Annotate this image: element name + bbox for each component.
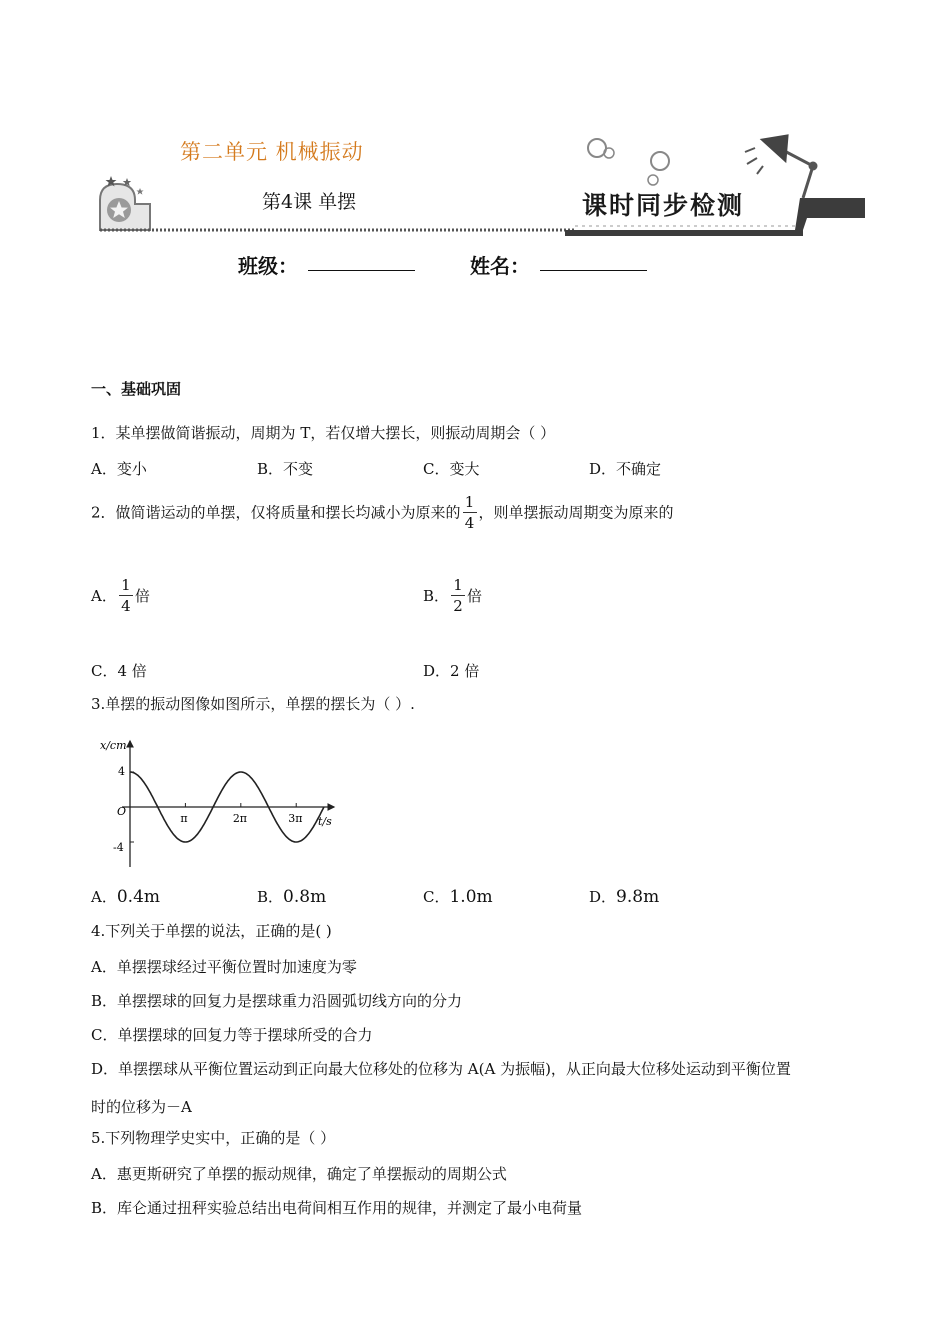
option-unit: 倍	[134, 587, 150, 605]
question-2-option-b[interactable]	[423, 577, 482, 614]
option-value: 9.8m	[616, 887, 660, 907]
name-label: 姓名：	[470, 254, 530, 278]
question-2-option-a[interactable]	[91, 577, 150, 614]
section-title: 一、基础巩固	[91, 380, 182, 398]
question-4-option-d-line2: 时的位移为－A	[91, 1098, 192, 1116]
option-letter: A．	[91, 587, 117, 605]
option-letter: B．	[257, 888, 284, 906]
y-axis-label: x/cm	[100, 739, 127, 752]
question-4-stem: 4.下列关于单摆的说法，正确的是( )	[91, 922, 332, 940]
fraction-one-quarter	[119, 577, 133, 614]
class-label: 班级：	[238, 254, 298, 278]
question-3-option-a[interactable]	[91, 886, 160, 907]
name-field[interactable]	[540, 270, 647, 271]
option-value: 1.0m	[449, 887, 493, 907]
option-letter: D．	[589, 888, 617, 906]
option-value: 0.8m	[283, 887, 327, 907]
question-4-option-b[interactable]: B．单摆摆球的回复力是摆球重力沿圆弧切线方向的分力	[91, 992, 463, 1010]
y-tick-label-4: 4	[118, 765, 125, 778]
frac-den: 4	[121, 597, 131, 615]
question-2-option-c[interactable]: C．4 倍	[91, 662, 147, 680]
y-tick-label-neg4: -4	[113, 841, 124, 854]
question-5-option-b[interactable]: B．库仑通过扭秤实验总结出电荷间相互作用的规律，并测定了最小电荷量	[91, 1199, 583, 1217]
x-tick-label: 2π	[232, 812, 248, 825]
x-tick-label: π	[180, 812, 188, 825]
x-axis-label: t/s	[318, 815, 332, 828]
vibration-graph-svg	[100, 735, 340, 875]
question-2-stem-before: 2．做简谐运动的单摆，仅将质量和摆长均减小为原来的	[91, 503, 461, 522]
class-field[interactable]	[308, 270, 415, 271]
question-1-option-a[interactable]: A．变小	[91, 460, 147, 478]
question-2-stem	[91, 494, 674, 531]
question-1-stem: 1．某单摆做简谐振动，周期为 T，若仅增大摆长，则振动周期会（ ）	[91, 424, 556, 442]
frac-num: 1	[453, 576, 463, 594]
frac-den: 4	[464, 514, 475, 532]
question-3-stem: 3.单摆的振动图像如图所示，单摆的摆长为（ ）.	[91, 695, 415, 713]
x-tick-label: 3π	[288, 812, 303, 825]
question-4-option-a[interactable]: A．单摆摆球经过平衡位置时加速度为零	[91, 958, 357, 976]
frac-den: 2	[453, 597, 463, 615]
question-1-option-c[interactable]: C．变大	[423, 460, 480, 478]
star-badge-icon	[100, 176, 150, 230]
question-4-option-d-line1[interactable]: D．单摆摆球从平衡位置运动到正向最大位移处的位移为 A(A 为振幅)，从正向最大位移处运动到平衡位置	[91, 1060, 791, 1078]
option-letter: B．	[423, 587, 450, 605]
frac-num: 1	[121, 576, 131, 594]
unit-title: 第二单元 机械振动	[180, 140, 364, 164]
question-3-option-b[interactable]	[257, 886, 326, 907]
fraction-one-half	[451, 577, 465, 614]
question-2-stem-after: ，则单摆振动周期变为原来的	[478, 503, 674, 522]
option-value: 0.4m	[116, 887, 160, 907]
question-1-option-d[interactable]: D．不确定	[589, 460, 662, 478]
frac-num: 1	[464, 493, 475, 511]
question-2-option-d[interactable]: D．2 倍	[423, 662, 480, 680]
lesson-title: 第4课 单摆	[262, 191, 357, 213]
option-letter: A．	[91, 888, 117, 906]
question-1-option-b[interactable]: B．不变	[257, 460, 314, 478]
sync-check-title: 课时同步检测	[582, 191, 745, 220]
fraction-one-quarter	[463, 494, 477, 531]
question-5-option-a[interactable]: A．惠更斯研究了单摆的振动规律，确定了单摆振动的周期公式	[91, 1165, 507, 1183]
option-letter: C．	[423, 888, 450, 906]
question-5-stem: 5.下列物理学史实中，正确的是（ ）	[91, 1129, 336, 1147]
vibration-graph	[100, 735, 340, 875]
question-3-option-d[interactable]	[589, 886, 659, 907]
question-3-option-c[interactable]	[423, 886, 493, 907]
option-unit: 倍	[467, 587, 483, 605]
desk-lamp-icon	[745, 136, 816, 198]
question-4-option-c[interactable]: C．单摆摆球的回复力等于摆球所受的合力	[91, 1026, 373, 1044]
origin-label: O	[117, 805, 127, 818]
